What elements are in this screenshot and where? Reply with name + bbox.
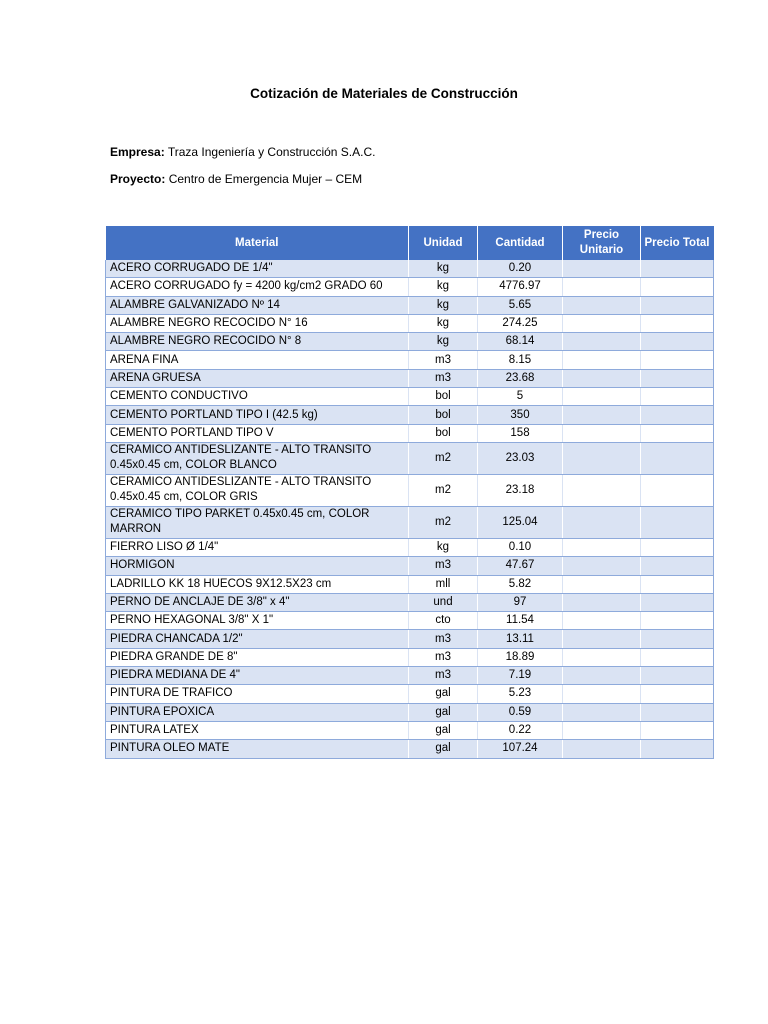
- precio-total-cell: [641, 506, 714, 538]
- cantidad-cell: 350: [478, 406, 563, 424]
- cantidad-cell: 23.18: [478, 474, 563, 506]
- material-cell: FIERRO LISO Ø 1/4": [106, 538, 409, 556]
- cantidad-cell: 18.89: [478, 648, 563, 666]
- unidad-cell: bol: [409, 406, 478, 424]
- table-row: [106, 424, 714, 442]
- precio-unitario-cell: [563, 575, 641, 593]
- material-cell: ALAMBRE NEGRO RECOCIDO N° 8: [106, 333, 409, 351]
- unidad-cell: kg: [409, 538, 478, 556]
- material-cell: PERNO DE ANCLAJE DE 3/8" x 4": [106, 593, 409, 611]
- precio-unitario-cell: [563, 388, 641, 406]
- unidad-cell: m3: [409, 667, 478, 685]
- proyecto-value: Centro de Emergencia Mujer – CEM: [168, 172, 363, 186]
- precio-unitario-cell: [563, 593, 641, 611]
- table-body: [106, 260, 714, 758]
- precio-total-cell: [641, 630, 714, 648]
- precio-unitario-cell: [563, 630, 641, 648]
- unidad-cell: kg: [409, 296, 478, 314]
- precio-unitario-cell: [563, 296, 641, 314]
- empresa-label: Empresa:: [110, 145, 165, 159]
- unidad-cell: mll: [409, 575, 478, 593]
- table-row: [106, 740, 714, 758]
- material-cell: ARENA GRUESA: [106, 369, 409, 387]
- cantidad-cell: 13.11: [478, 630, 563, 648]
- unidad-cell: cto: [409, 612, 478, 630]
- precio-total-cell: [641, 740, 714, 758]
- unidad-cell: m3: [409, 557, 478, 575]
- precio-total-cell: [641, 351, 714, 369]
- unidad-cell: m3: [409, 630, 478, 648]
- empresa-value: Traza Ingeniería y Construcción S.A.C.: [167, 145, 376, 159]
- precio-total-cell: [641, 575, 714, 593]
- precio-unitario-cell: [563, 406, 641, 424]
- precio-unitario-cell: [563, 260, 641, 278]
- table-row: [106, 369, 714, 387]
- precio-unitario-cell: [563, 351, 641, 369]
- unidad-cell: m2: [409, 442, 478, 474]
- precio-unitario-cell: [563, 703, 641, 721]
- material-cell: PINTURA OLEO MATE: [106, 740, 409, 758]
- cantidad-cell: 23.03: [478, 442, 563, 474]
- cantidad-cell: 4776.97: [478, 278, 563, 296]
- table-row: [106, 593, 714, 611]
- material-cell: PIEDRA CHANCADA 1/2": [106, 630, 409, 648]
- precio-total-cell: [641, 406, 714, 424]
- cantidad-cell: 5.65: [478, 296, 563, 314]
- unidad-cell: gal: [409, 740, 478, 758]
- table-row: [106, 667, 714, 685]
- cantidad-cell: 5.82: [478, 575, 563, 593]
- cantidad-cell: 274.25: [478, 314, 563, 332]
- cantidad-cell: 107.24: [478, 740, 563, 758]
- cantidad-cell: 0.22: [478, 721, 563, 739]
- precio-unitario-cell: [563, 612, 641, 630]
- material-cell: CERAMICO ANTIDESLIZANTE - ALTO TRANSITO 0.45x0.45 cm, COLOR BLANCO: [106, 442, 409, 474]
- unidad-cell: gal: [409, 721, 478, 739]
- precio-total-cell: [641, 703, 714, 721]
- cantidad-cell: 5.23: [478, 685, 563, 703]
- header-precio-unitario: Precio Unitario: [563, 226, 641, 260]
- precio-unitario-cell: [563, 474, 641, 506]
- material-cell: CERAMICO ANTIDESLIZANTE - ALTO TRANSITO 0.45x0.45 cm, COLOR GRIS: [106, 474, 409, 506]
- cantidad-cell: 97: [478, 593, 563, 611]
- empresa-line: [110, 145, 375, 159]
- cantidad-cell: 23.68: [478, 369, 563, 387]
- material-cell: ARENA FINA: [106, 351, 409, 369]
- unidad-cell: und: [409, 593, 478, 611]
- material-cell: CEMENTO PORTLAND TIPO V: [106, 424, 409, 442]
- material-cell: PINTURA EPOXICA: [106, 703, 409, 721]
- precio-total-cell: [641, 612, 714, 630]
- table-header-row: [106, 226, 714, 260]
- precio-unitario-cell: [563, 667, 641, 685]
- table-row: [106, 296, 714, 314]
- table-row: [106, 557, 714, 575]
- precio-total-cell: [641, 557, 714, 575]
- material-cell: PIEDRA MEDIANA DE 4": [106, 667, 409, 685]
- unidad-cell: kg: [409, 260, 478, 278]
- page-title: Cotización de Materiales de Construcción: [250, 86, 518, 101]
- precio-unitario-cell: [563, 369, 641, 387]
- unidad-cell: m2: [409, 474, 478, 506]
- precio-unitario-cell: [563, 538, 641, 556]
- material-cell: ALAMBRE GALVANIZADO Nº 14: [106, 296, 409, 314]
- materials-table: [105, 226, 714, 759]
- unidad-cell: gal: [409, 685, 478, 703]
- precio-unitario-cell: [563, 424, 641, 442]
- precio-total-cell: [641, 314, 714, 332]
- unidad-cell: bol: [409, 388, 478, 406]
- table-row: [106, 538, 714, 556]
- header-unidad: Unidad: [409, 226, 478, 260]
- unidad-cell: gal: [409, 703, 478, 721]
- table-row: [106, 406, 714, 424]
- material-cell: CEMENTO CONDUCTIVO: [106, 388, 409, 406]
- precio-unitario-cell: [563, 557, 641, 575]
- precio-total-cell: [641, 685, 714, 703]
- unidad-cell: kg: [409, 314, 478, 332]
- table-row: [106, 278, 714, 296]
- precio-total-cell: [641, 667, 714, 685]
- table-row: [106, 442, 714, 474]
- precio-total-cell: [641, 474, 714, 506]
- table-row: [106, 648, 714, 666]
- material-cell: PIEDRA GRANDE DE 8": [106, 648, 409, 666]
- precio-unitario-cell: [563, 278, 641, 296]
- cantidad-cell: 0.10: [478, 538, 563, 556]
- material-cell: PERNO HEXAGONAL 3/8" X 1": [106, 612, 409, 630]
- precio-total-cell: [641, 278, 714, 296]
- precio-unitario-cell: [563, 685, 641, 703]
- unidad-cell: bol: [409, 424, 478, 442]
- material-cell: ACERO CORRUGADO fy = 4200 kg/cm2 GRADO 60: [106, 278, 409, 296]
- header-cantidad: Cantidad: [478, 226, 563, 260]
- precio-total-cell: [641, 593, 714, 611]
- material-cell: ACERO CORRUGADO DE 1/4": [106, 260, 409, 278]
- cantidad-cell: 158: [478, 424, 563, 442]
- precio-unitario-cell: [563, 648, 641, 666]
- cantidad-cell: 47.67: [478, 557, 563, 575]
- table-row: [106, 474, 714, 506]
- table-row: [106, 721, 714, 739]
- precio-total-cell: [641, 260, 714, 278]
- cantidad-cell: 11.54: [478, 612, 563, 630]
- precio-total-cell: [641, 648, 714, 666]
- unidad-cell: m2: [409, 506, 478, 538]
- table-row: [106, 333, 714, 351]
- precio-total-cell: [641, 333, 714, 351]
- table-row: [106, 351, 714, 369]
- table-row: [106, 314, 714, 332]
- unidad-cell: kg: [409, 278, 478, 296]
- precio-total-cell: [641, 424, 714, 442]
- precio-unitario-cell: [563, 333, 641, 351]
- unidad-cell: m3: [409, 648, 478, 666]
- cantidad-cell: 5: [478, 388, 563, 406]
- precio-total-cell: [641, 388, 714, 406]
- material-cell: PINTURA DE TRAFICO: [106, 685, 409, 703]
- precio-unitario-cell: [563, 506, 641, 538]
- table-row: [106, 388, 714, 406]
- unidad-cell: m3: [409, 369, 478, 387]
- precio-total-cell: [641, 369, 714, 387]
- cantidad-cell: 68.14: [478, 333, 563, 351]
- precio-total-cell: [641, 538, 714, 556]
- table-row: [106, 260, 714, 278]
- proyecto-label: Proyecto:: [110, 172, 166, 186]
- material-cell: PINTURA LATEX: [106, 721, 409, 739]
- table-row: [106, 630, 714, 648]
- header-material: Material: [106, 226, 409, 260]
- precio-total-cell: [641, 721, 714, 739]
- precio-total-cell: [641, 296, 714, 314]
- table-row: [106, 612, 714, 630]
- material-cell: HORMIGON: [106, 557, 409, 575]
- unidad-cell: m3: [409, 351, 478, 369]
- precio-unitario-cell: [563, 442, 641, 474]
- cantidad-cell: 0.59: [478, 703, 563, 721]
- proyecto-line: [110, 172, 362, 186]
- precio-unitario-cell: [563, 721, 641, 739]
- table-row: [106, 575, 714, 593]
- material-cell: CEMENTO PORTLAND TIPO I (42.5 kg): [106, 406, 409, 424]
- precio-unitario-cell: [563, 314, 641, 332]
- table-row: [106, 506, 714, 538]
- material-cell: CERAMICO TIPO PARKET 0.45x0.45 cm, COLOR MARRON: [106, 506, 409, 538]
- unidad-cell: kg: [409, 333, 478, 351]
- header-precio-total: Precio Total: [641, 226, 714, 260]
- material-cell: LADRILLO KK 18 HUECOS 9X12.5X23 cm: [106, 575, 409, 593]
- cantidad-cell: 0.20: [478, 260, 563, 278]
- precio-unitario-cell: [563, 740, 641, 758]
- precio-total-cell: [641, 442, 714, 474]
- table-row: [106, 703, 714, 721]
- table-row: [106, 685, 714, 703]
- cantidad-cell: 8.15: [478, 351, 563, 369]
- cantidad-cell: 7.19: [478, 667, 563, 685]
- material-cell: ALAMBRE NEGRO RECOCIDO N° 16: [106, 314, 409, 332]
- cantidad-cell: 125.04: [478, 506, 563, 538]
